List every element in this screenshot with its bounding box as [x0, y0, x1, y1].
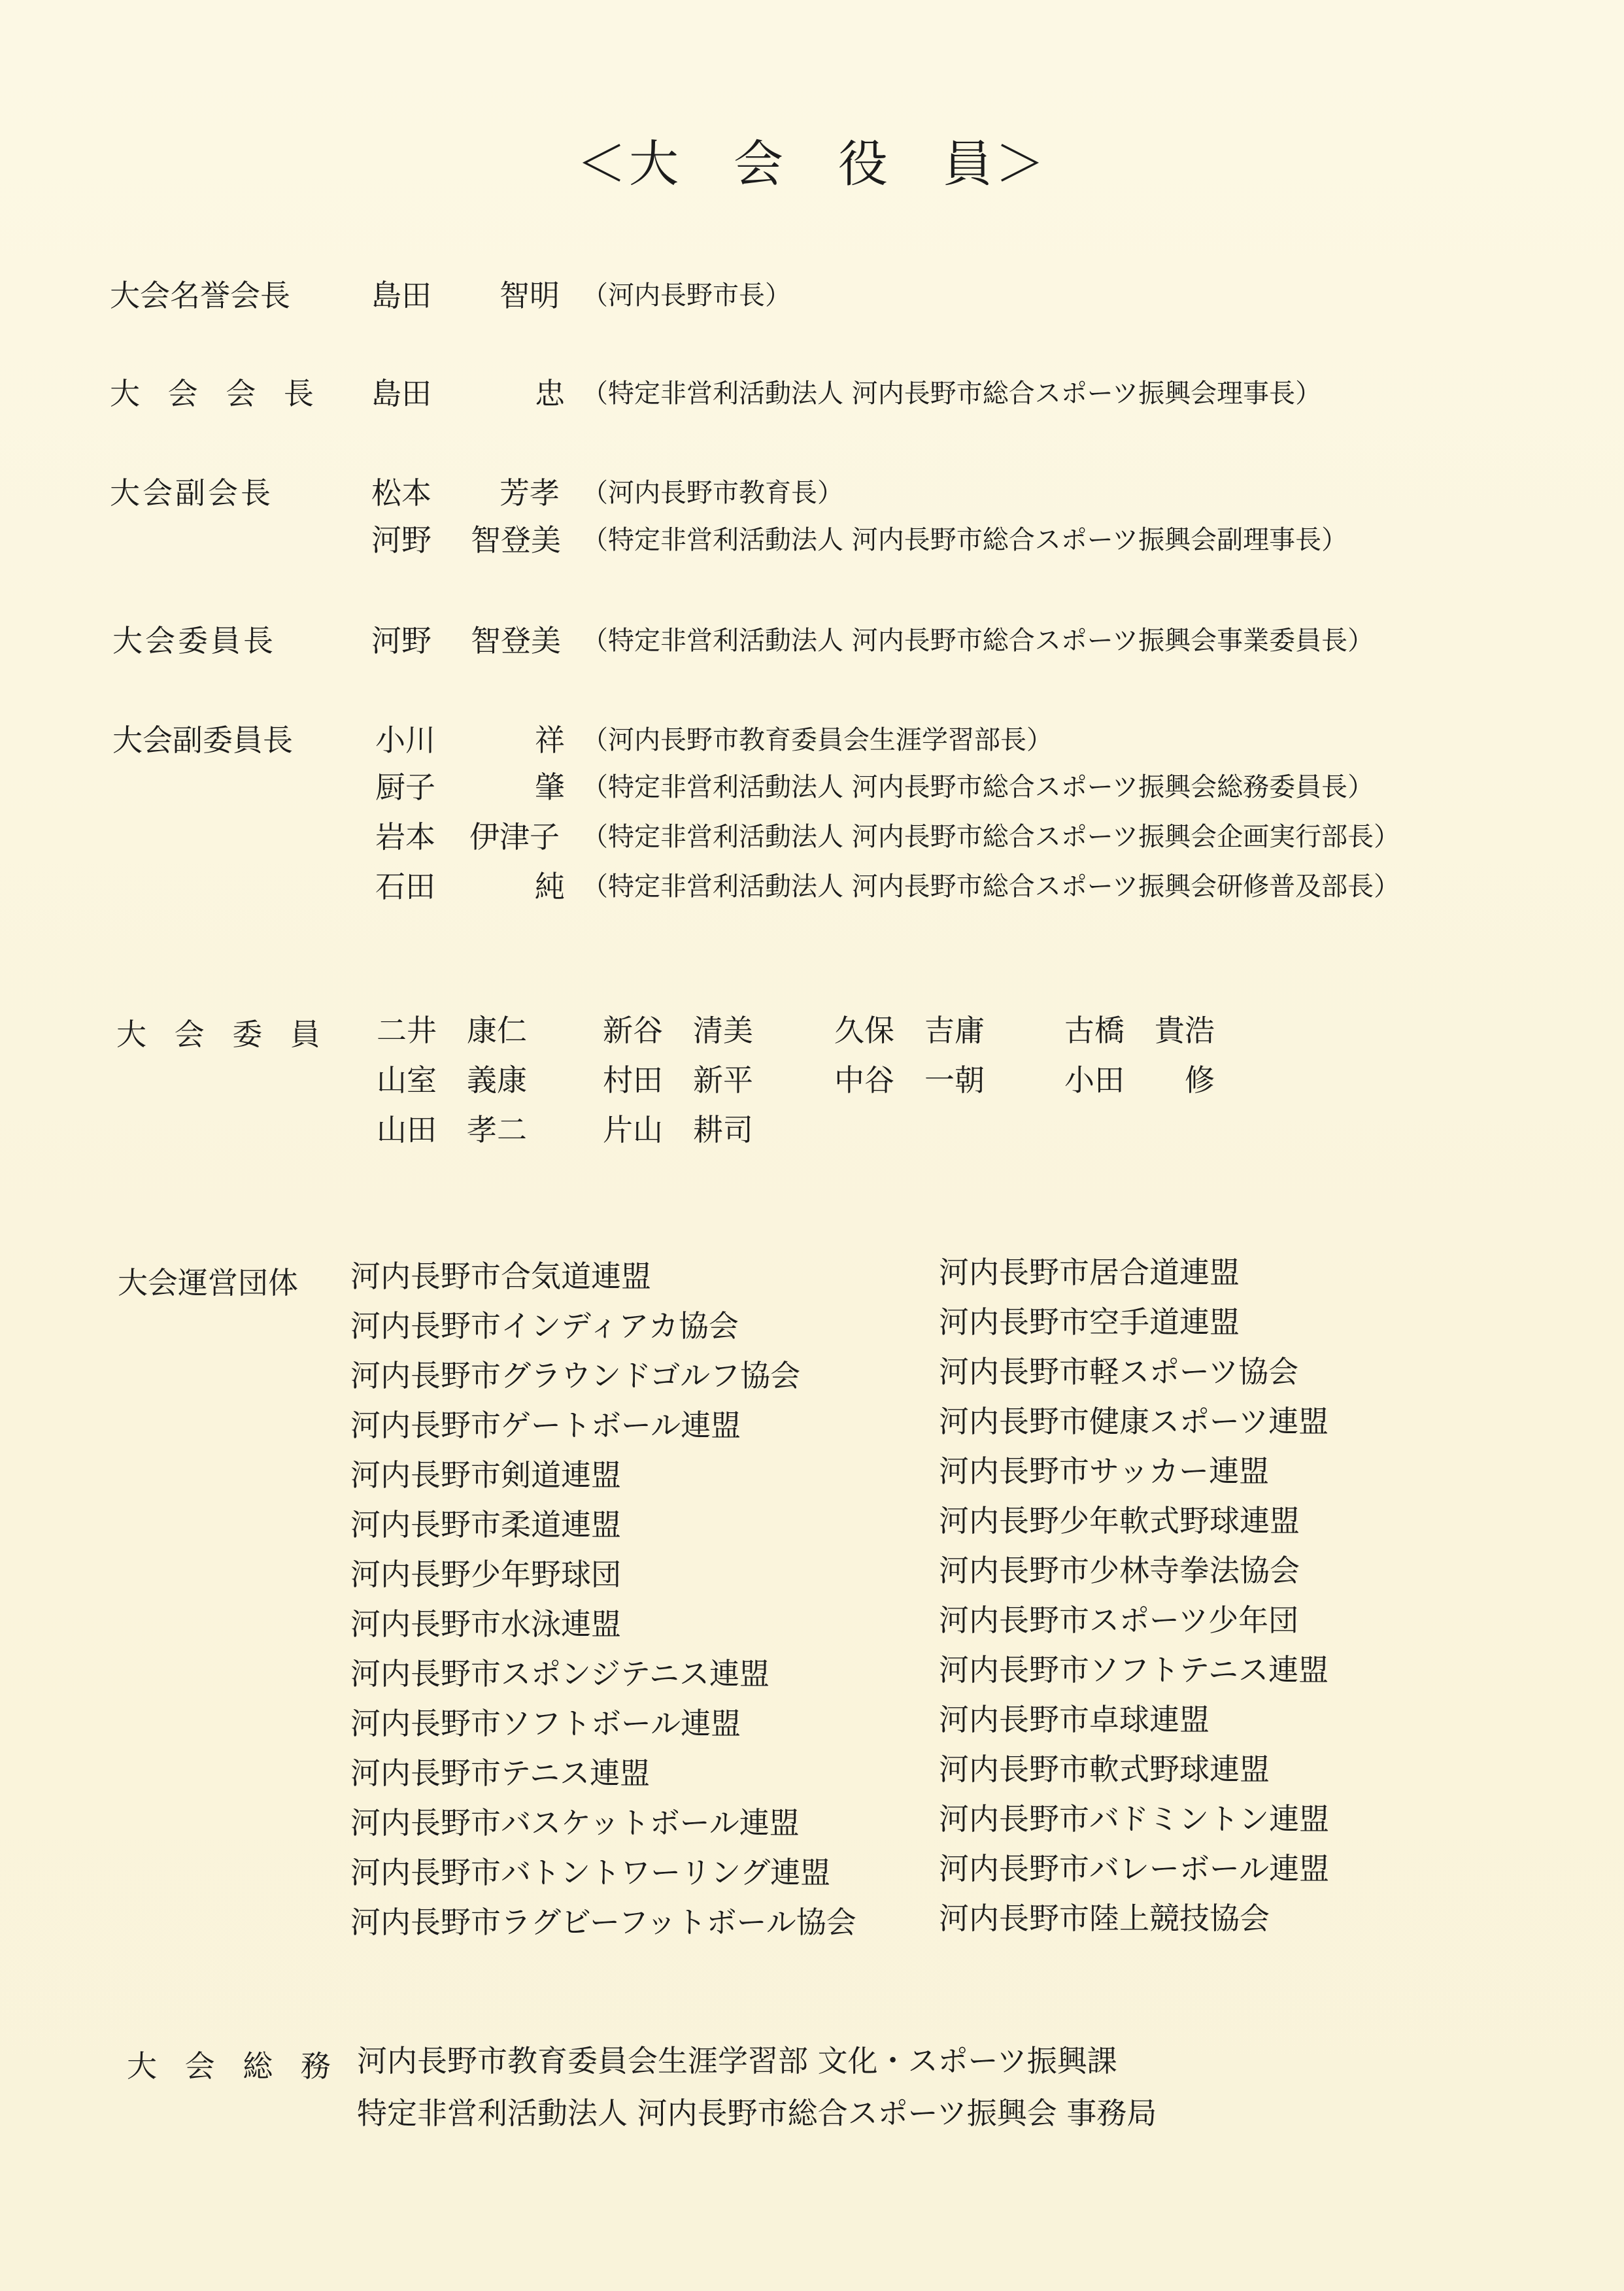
- officer-given-name: 祥: [535, 722, 565, 758]
- organization-item: 河内長野市軟式野球連盟: [939, 1752, 1270, 1787]
- officer-surname: 河野: [371, 522, 431, 558]
- organization-item: 河内長野市水泳連盟: [350, 1606, 621, 1642]
- organization-item: 河内長野市柔道連盟: [350, 1507, 621, 1542]
- organization-item: 河内長野市スポンジテニス連盟: [350, 1656, 770, 1691]
- committee-member: 二井 康仁: [377, 1013, 527, 1048]
- organization-item: 河内長野市グラウンドゴルフ協会: [350, 1358, 801, 1393]
- organization-item: 河内長野市バスケットボール連盟: [350, 1805, 800, 1841]
- committee-member: 古橋 貴浩: [1064, 1013, 1215, 1048]
- organization-item: 河内長野市サッカー連盟: [939, 1453, 1270, 1489]
- organization-item: 河内長野市健康スポーツ連盟: [939, 1404, 1329, 1439]
- officer-given-name: 智明: [499, 278, 560, 313]
- officer-affiliation: （河内長野市教育長）: [582, 478, 843, 508]
- officer-affiliation: （河内長野市教育委員会生涯学習部長）: [582, 725, 1053, 755]
- officer-surname: 松本: [371, 475, 431, 511]
- organization-item: 河内長野市卓球連盟: [939, 1702, 1210, 1737]
- organization-item: 河内長野市合気道連盟: [350, 1259, 651, 1294]
- officer-role-label: 大 会 会 長: [110, 376, 323, 411]
- officer-given-name: 智登美: [471, 522, 561, 558]
- officer-role-label: 大会委員長: [112, 623, 276, 658]
- committee-member: 久保 吉庸: [834, 1013, 985, 1048]
- organization-item: 河内長野市スポーツ少年団: [939, 1603, 1299, 1638]
- committee-label: 大 会 委 員: [116, 1017, 330, 1052]
- organization-item: 河内長野市ソフトテニス連盟: [939, 1652, 1329, 1688]
- officer-given-name: 肇: [535, 770, 565, 805]
- committee-member: 小田 修: [1064, 1062, 1215, 1098]
- organization-item: 河内長野市軽スポーツ協会: [939, 1354, 1299, 1389]
- officer-affiliation: （特定非営利活動法人 河内長野市総合スポーツ振興会研修普及部長）: [582, 872, 1400, 902]
- officer-given-name: 伊津子: [469, 819, 560, 855]
- officer-affiliation: （河内長野市長）: [582, 280, 791, 311]
- organizations-label: 大会運営団体: [118, 1265, 298, 1300]
- officer-surname: 厨子: [375, 770, 435, 805]
- officer-given-name: 忠: [535, 376, 565, 411]
- officer-surname: 石田: [375, 869, 435, 904]
- page-title: ＜大 会 役 員＞: [577, 135, 1047, 193]
- secretariat-label: 大 会 総 務: [127, 2048, 340, 2084]
- organization-item: 河内長野少年野球団: [350, 1557, 621, 1592]
- organization-item: 河内長野少年軟式野球連盟: [939, 1503, 1300, 1538]
- organization-item: 河内長野市ソフトボール連盟: [350, 1706, 741, 1741]
- officer-surname: 島田: [371, 376, 431, 411]
- organization-item: 河内長野市ゲートボール連盟: [350, 1408, 741, 1443]
- officer-given-name: 智登美: [471, 623, 561, 658]
- organization-item: 河内長野市インディアカ協会: [350, 1308, 739, 1344]
- organization-item: 河内長野市空手道連盟: [939, 1304, 1240, 1340]
- committee-member: 中谷 一朝: [834, 1062, 985, 1098]
- officer-affiliation: （特定非営利活動法人 河内長野市総合スポーツ振興会副理事長）: [582, 525, 1348, 555]
- officer-given-name: 芳孝: [499, 475, 560, 511]
- officer-affiliation: （特定非営利活動法人 河内長野市総合スポーツ振興会総務委員長）: [582, 772, 1374, 802]
- officer-role-label: 大会副委員長: [112, 722, 293, 758]
- officer-surname: 島田: [371, 278, 431, 313]
- organization-item: 河内長野市少林寺拳法協会: [939, 1553, 1300, 1588]
- organization-item: 河内長野市バドミントン連盟: [939, 1801, 1330, 1837]
- secretariat-line: 河内長野市教育委員会生涯学習部 文化・スポーツ振興課: [357, 2043, 1117, 2079]
- officer-surname: 小川: [375, 722, 435, 758]
- officer-affiliation: （特定非営利活動法人 河内長野市総合スポーツ振興会理事長）: [582, 379, 1322, 409]
- committee-member: 山室 義康: [377, 1062, 527, 1098]
- committee-member: 村田 新平: [603, 1062, 753, 1098]
- officer-surname: 岩本: [375, 819, 435, 855]
- committee-member: 山田 孝二: [377, 1112, 527, 1147]
- officer-given-name: 純: [535, 869, 565, 904]
- officer-role-label: 大会名誉会長: [110, 278, 290, 313]
- officer-role-label: 大会副会長: [110, 475, 273, 511]
- organization-item: 河内長野市バレーボール連盟: [939, 1851, 1330, 1886]
- organization-item: 河内長野市居合道連盟: [939, 1255, 1240, 1290]
- officer-affiliation: （特定非営利活動法人 河内長野市総合スポーツ振興会事業委員長）: [582, 626, 1374, 656]
- committee-member: 片山 耕司: [603, 1112, 753, 1147]
- organization-item: 河内長野市バトントワーリング連盟: [350, 1855, 831, 1890]
- officer-surname: 河野: [371, 623, 431, 658]
- secretariat-line: 特定非営利活動法人 河内長野市総合スポーツ振興会 事務局: [357, 2096, 1157, 2131]
- organization-item: 河内長野市剣道連盟: [350, 1457, 621, 1493]
- officer-affiliation: （特定非営利活動法人 河内長野市総合スポーツ振興会企画実行部長）: [582, 822, 1400, 852]
- organization-item: 河内長野市陸上競技協会: [939, 1901, 1270, 1936]
- committee-member: 新谷 清美: [603, 1013, 753, 1048]
- organization-item: 河内長野市ラグビーフットボール協会: [350, 1905, 856, 1940]
- organization-item: 河内長野市テニス連盟: [350, 1756, 651, 1791]
